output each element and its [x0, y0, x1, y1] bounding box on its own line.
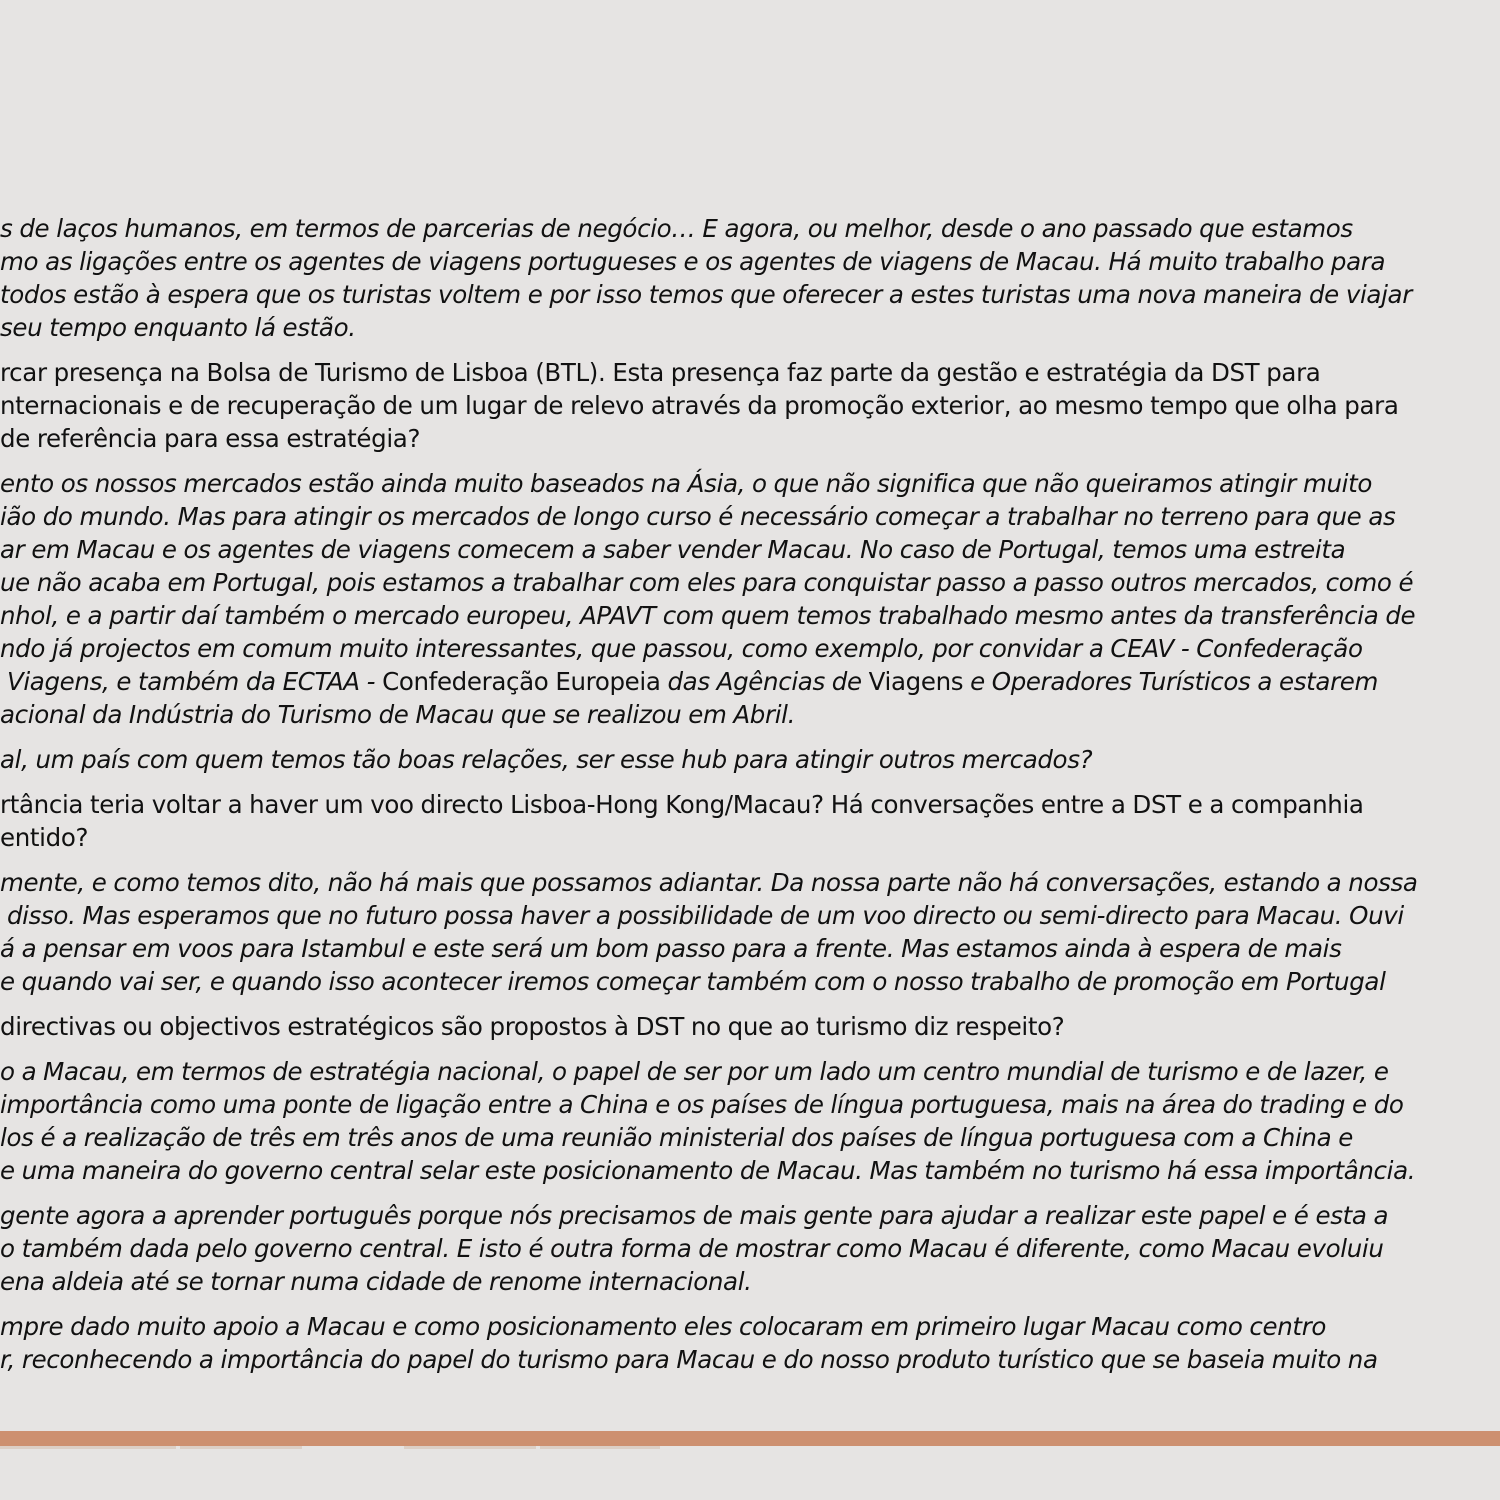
- text-line: e uma maneira do governo central selar este posicionamento de Macau. Mas também no turismo há essa importância.: [0, 1156, 1416, 1185]
- text-line: ue não acaba em Portugal, pois estamos a trabalhar com eles para conquistar passo a passo outros mercados, como é: [0, 568, 1414, 597]
- footer-shade: [404, 1446, 536, 1449]
- text-line: seu tempo enquanto lá estão.: [0, 313, 356, 342]
- text-line: los é a realização de três em três anos de uma reunião ministerial dos países de língua portuguesa com a China e: [0, 1123, 1353, 1152]
- text-line: ião do mundo. Mas para atingir os mercados de longo curso é necessário começar a trabalhar no terreno para que as: [0, 502, 1396, 531]
- answer-paragraph: [0, 212, 1500, 344]
- footer-rule: [0, 1431, 1500, 1446]
- text-line: al, um país com quem temos tão boas relações, ser esse hub para atingir outros mercados?: [0, 745, 1093, 774]
- text-segment: Confederação Europeia: [382, 667, 661, 696]
- text-line: ndo já projectos em comum muito interessantes, que passou, como exemplo, por convidar a CEAV - Confederação: [0, 634, 1363, 663]
- text-line: todos estão à espera que os turistas voltem e por isso temos que oferecer a estes turistas uma nova maneira de viajar: [0, 280, 1412, 309]
- footer-shade: [540, 1446, 660, 1449]
- question-paragraph: [0, 1010, 1500, 1043]
- text-line: gente agora a aprender português porque nós precisamos de mais gente para ajudar a realizar este papel e é esta a: [0, 1201, 1389, 1230]
- text-line: de referência para essa estratégia?: [0, 424, 421, 453]
- answer-paragraph: [0, 743, 1500, 776]
- footer-shade: [180, 1446, 302, 1449]
- text-line: disso. Mas esperamos que no futuro possa haver a possibilidade de um voo directo ou semi-directo para Macau. Ouvi: [0, 901, 1404, 930]
- text-line: acional da Indústria do Turismo de Macau que se realizou em Abril.: [0, 700, 796, 729]
- text-segment: Viagens: [868, 667, 964, 696]
- answer-paragraph: [0, 467, 1500, 731]
- answer-paragraph: [0, 1055, 1500, 1187]
- text-segment: das Agências de: [660, 667, 869, 696]
- question-paragraph: [0, 356, 1500, 455]
- answer-paragraph: [0, 1310, 1500, 1376]
- text-line: ento os nossos mercados estão ainda muito baseados na Ásia, o que não significa que não queiramos atingir muito: [0, 469, 1373, 498]
- text-line: r, reconhecendo a importância do papel do turismo para Macau e do nosso produto turístico que se baseia muito na: [0, 1345, 1378, 1374]
- answer-paragraph: [0, 1199, 1500, 1298]
- question-paragraph: [0, 788, 1500, 854]
- text-line: e quando vai ser, e quando isso acontecer iremos começar também com o nosso trabalho de promoção em Portugal: [0, 967, 1386, 996]
- text-line: nternacionais e de recuperação de um lugar de relevo através da promoção exterior, ao mesmo tempo que olha para: [0, 391, 1399, 420]
- text-line: entido?: [0, 823, 89, 852]
- text-line: rcar presença na Bolsa de Turismo de Lisboa (BTL). Esta presença faz parte da gestão e estratégia da DST para: [0, 358, 1321, 387]
- text-line: ar em Macau e os agentes de viagens comecem a saber vender Macau. No caso de Portugal, temos uma estreita: [0, 535, 1346, 564]
- text-line: mente, e como temos dito, não há mais que possamos adiantar. Da nossa parte não há conversações, estando a nossa: [0, 868, 1418, 897]
- text-line: s de laços humanos, em termos de parcerias de negócio… E agora, ou melhor, desde o ano passado que estamos: [0, 214, 1353, 243]
- text-segment: e Operadores Turísticos a estarem: [963, 667, 1379, 696]
- footer-shade: [0, 1446, 176, 1449]
- text-line: directivas ou objectivos estratégicos são propostos à DST no que ao turismo diz respeito?: [0, 1012, 1065, 1041]
- text-line: rtância teria voltar a haver um voo directo Lisboa-Hong Kong/Macau? Há conversações entre a DST e a companhia: [0, 790, 1364, 819]
- text-line: importância como uma ponte de ligação entre a China e os países de língua portuguesa, mais na área do trading e do: [0, 1090, 1404, 1119]
- mixed-style-line: [0, 665, 1500, 698]
- text-segment: Viagens, e também da ECTAA -: [0, 667, 383, 696]
- text-line: mo as ligações entre os agentes de viagens portugueses e os agentes de viagens de Macau. Há muito trabalho para: [0, 247, 1386, 276]
- text-line: o também dada pelo governo central. E isto é outra forma de mostrar como Macau é diferente, como Macau evoluiu: [0, 1234, 1384, 1263]
- article-body: [0, 212, 1500, 1388]
- text-line: mpre dado muito apoio a Macau e como posicionamento eles colocaram em primeiro lugar Macau como centro: [0, 1312, 1327, 1341]
- text-line: ena aldeia até se tornar numa cidade de renome internacional.: [0, 1267, 752, 1296]
- text-line: á a pensar em voos para Istambul e este será um bom passo para a frente. Mas estamos ainda à espera de mais: [0, 934, 1342, 963]
- answer-paragraph: [0, 866, 1500, 998]
- text-line: o a Macau, em termos de estratégia nacional, o papel de ser por um lado um centro mundial de turismo e de lazer, e: [0, 1057, 1389, 1086]
- text-line: nhol, e a partir daí também o mercado europeu, APAVT com quem temos trabalhado mesmo antes da transferência de: [0, 601, 1416, 630]
